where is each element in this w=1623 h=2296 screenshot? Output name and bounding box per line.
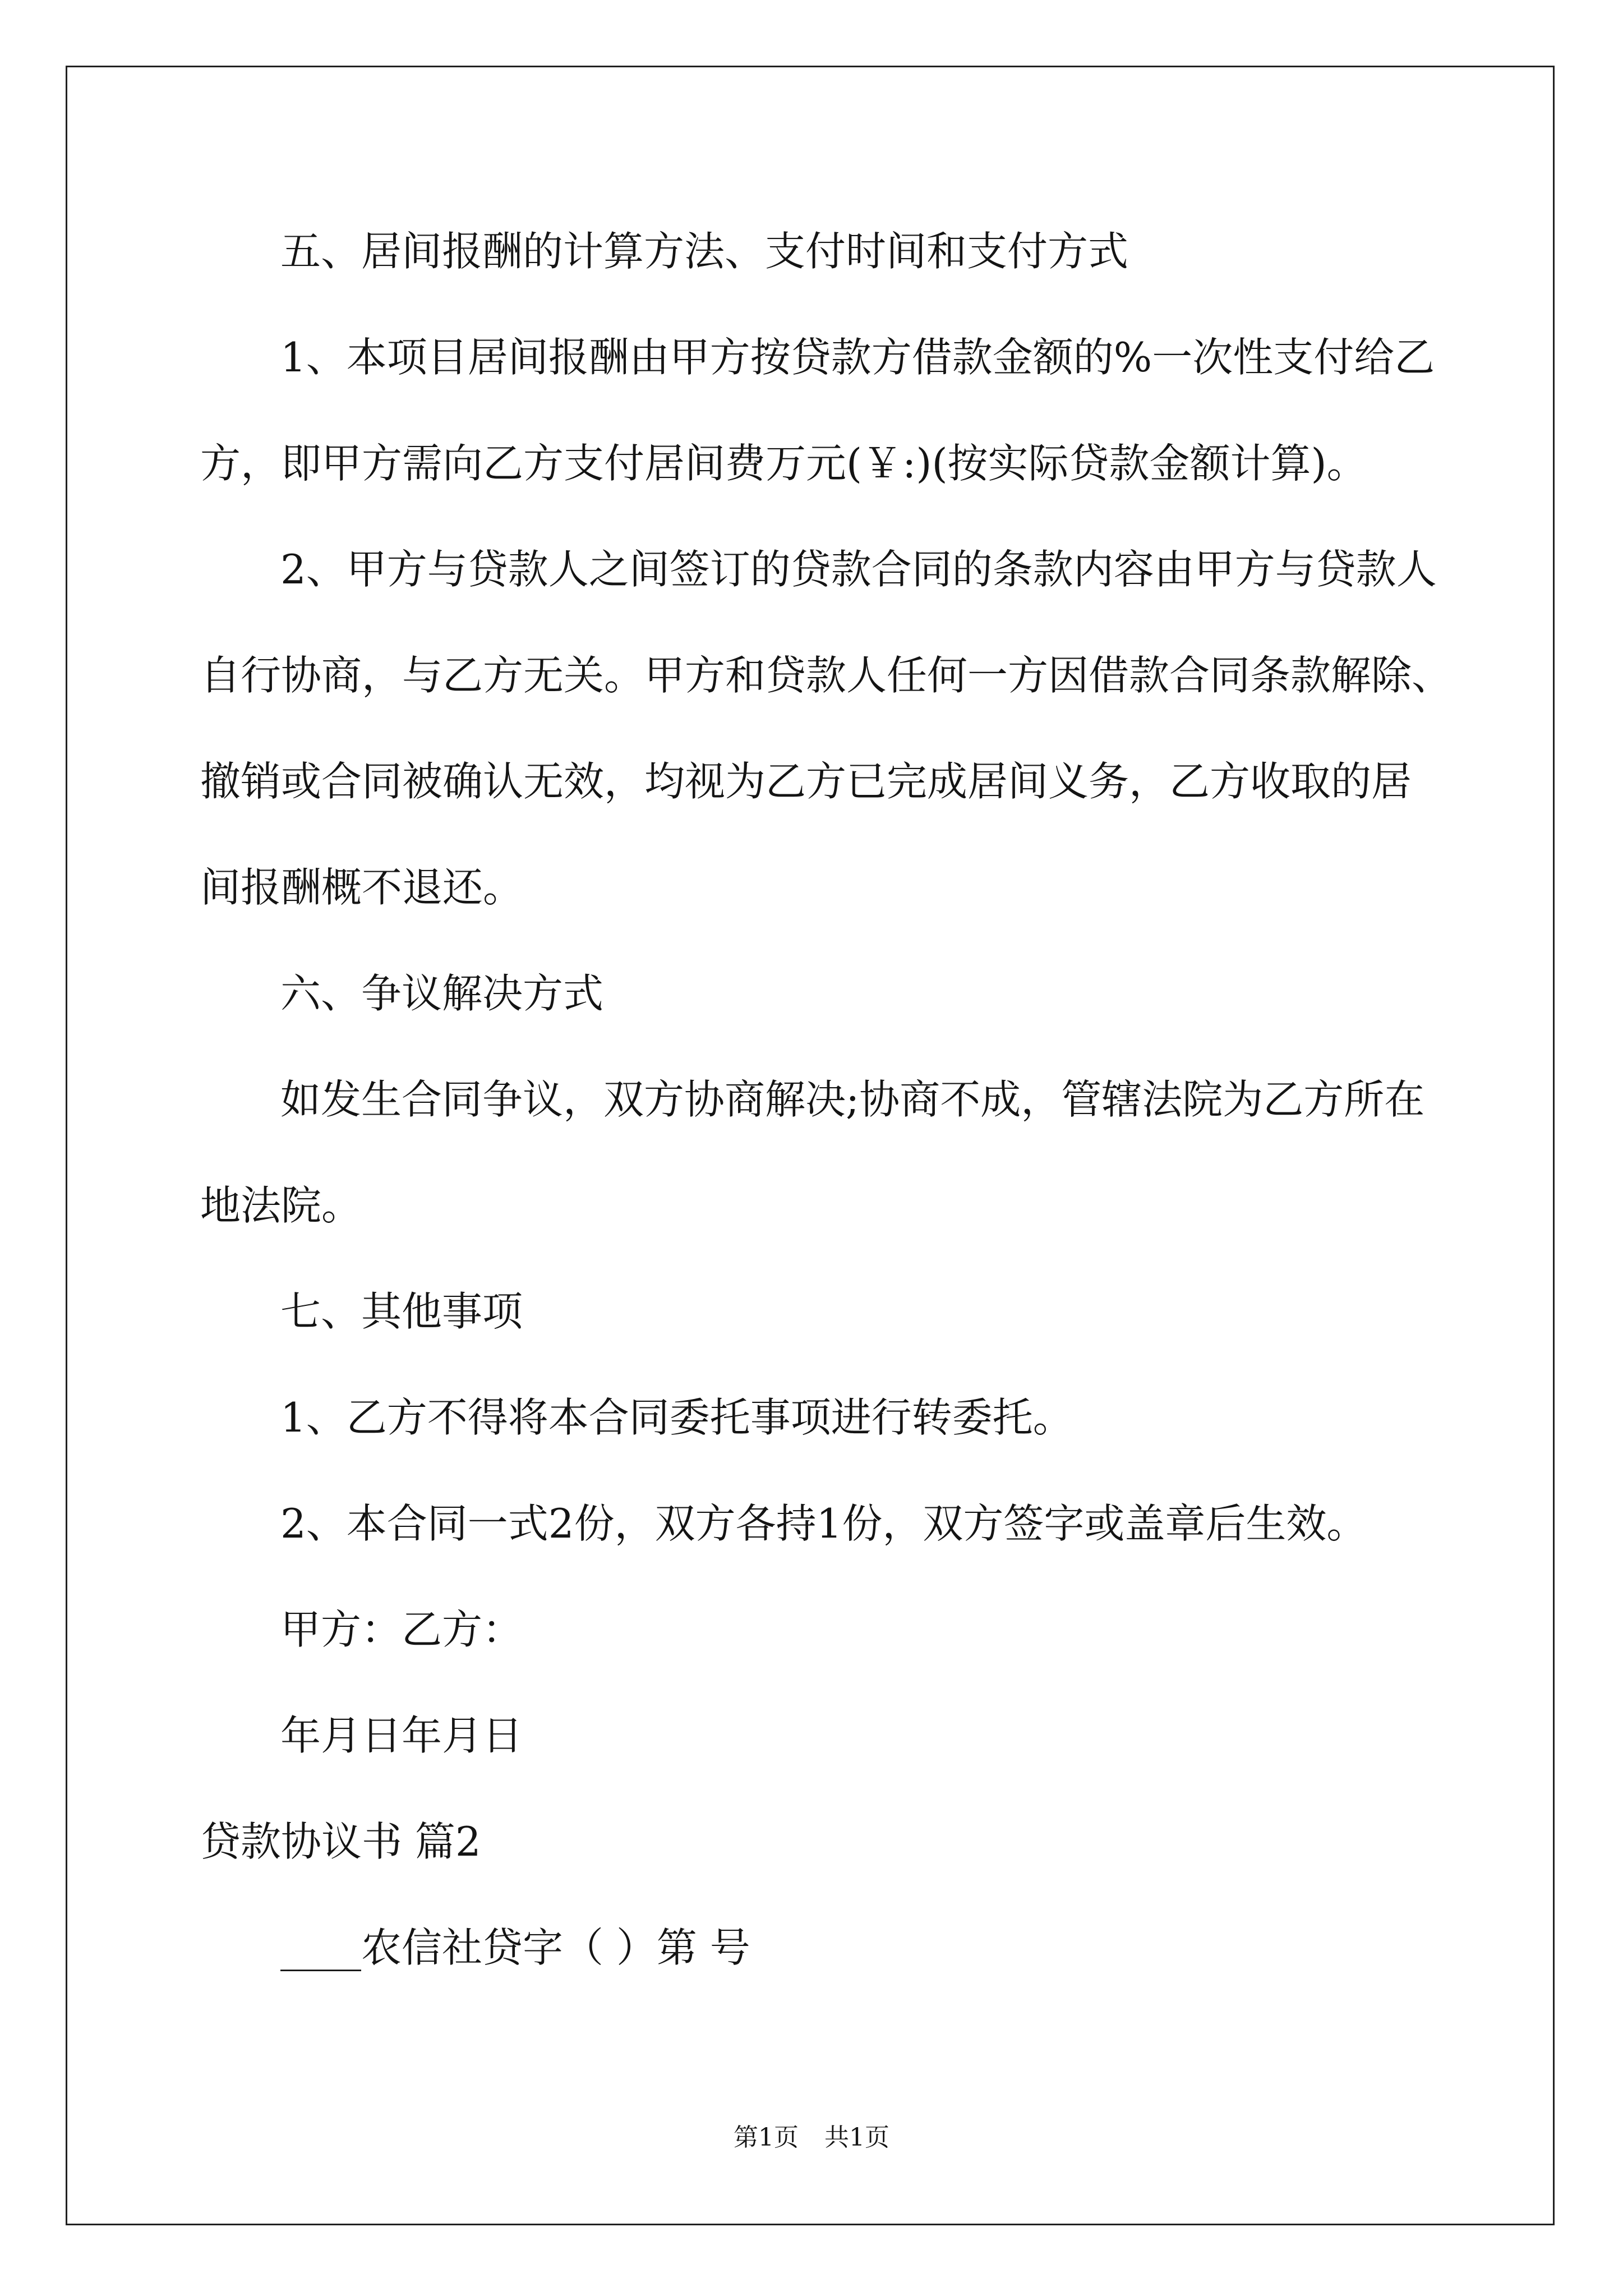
paragraph-line: 五、居间报酬的计算方法、支付时间和支付方式 bbox=[280, 228, 1129, 275]
paragraph-line: 七、其他事项 bbox=[280, 1288, 523, 1335]
paragraph-line: 间报酬概不退还。 bbox=[200, 864, 524, 911]
signature-parties bbox=[200, 1577, 1535, 1683]
section-heading-dispute bbox=[200, 941, 1535, 1047]
document-body bbox=[200, 199, 1535, 2001]
paragraph-line: 年月日年月日 bbox=[280, 1712, 523, 1759]
signature-dates bbox=[200, 1683, 1535, 1789]
section-heading-other bbox=[200, 1259, 1535, 1365]
paragraph-line: 1、本项目居间报酬由甲方按贷款方借款金额的%一次性支付给乙 bbox=[280, 334, 1435, 381]
paragraph-line: 1、乙方不得将本合同委托事项进行转委托。 bbox=[280, 1394, 1073, 1441]
loan-reference-line bbox=[200, 1895, 1535, 2001]
clause-no-subcontract bbox=[200, 1365, 1535, 1471]
paragraph-line: 如发生合同争议，双方协商解决;协商不成，管辖法院为乙方所在 bbox=[280, 1076, 1425, 1123]
paragraph-line: 甲方：乙方： bbox=[280, 1606, 523, 1653]
clause-dispute-resolution bbox=[200, 1047, 1535, 1259]
section-heading-remuneration bbox=[200, 199, 1535, 305]
page-footer bbox=[0, 2123, 1623, 2152]
page-total: 共1页 bbox=[824, 2123, 889, 2152]
paragraph-line: 方，即甲方需向乙方支付居间费万元(￥:)(按实际贷款金额计算)。 bbox=[200, 440, 1367, 487]
clause-remuneration-amount bbox=[200, 305, 1535, 517]
paragraph-line: 地法院。 bbox=[200, 1182, 362, 1229]
document-title bbox=[200, 1789, 1535, 1895]
paragraph-line: ____农信社贷字（ ）第 号 bbox=[280, 1924, 750, 1971]
paragraph-line: 贷款协议书 篇2 bbox=[200, 1818, 481, 1865]
clause-copies bbox=[200, 1471, 1535, 1577]
paragraph-line: 自行协商，与乙方无关。甲方和贷款人任何一方因借款合同条款解除、 bbox=[200, 652, 1453, 699]
paragraph-line: 六、争议解决方式 bbox=[280, 970, 604, 1017]
page-number: 第1页 bbox=[734, 2123, 799, 2152]
paragraph-line: 撤销或合同被确认无效，均视为乙方已完成居间义务，乙方收取的居 bbox=[200, 758, 1412, 805]
paragraph-line: 2、甲方与贷款人之间签订的贷款合同的条款内容由甲方与贷款人 bbox=[280, 546, 1437, 593]
paragraph-line: 2、本合同一式2份，双方各持1份，双方签字或盖章后生效。 bbox=[280, 1500, 1367, 1547]
clause-loan-contract-terms bbox=[200, 517, 1535, 941]
